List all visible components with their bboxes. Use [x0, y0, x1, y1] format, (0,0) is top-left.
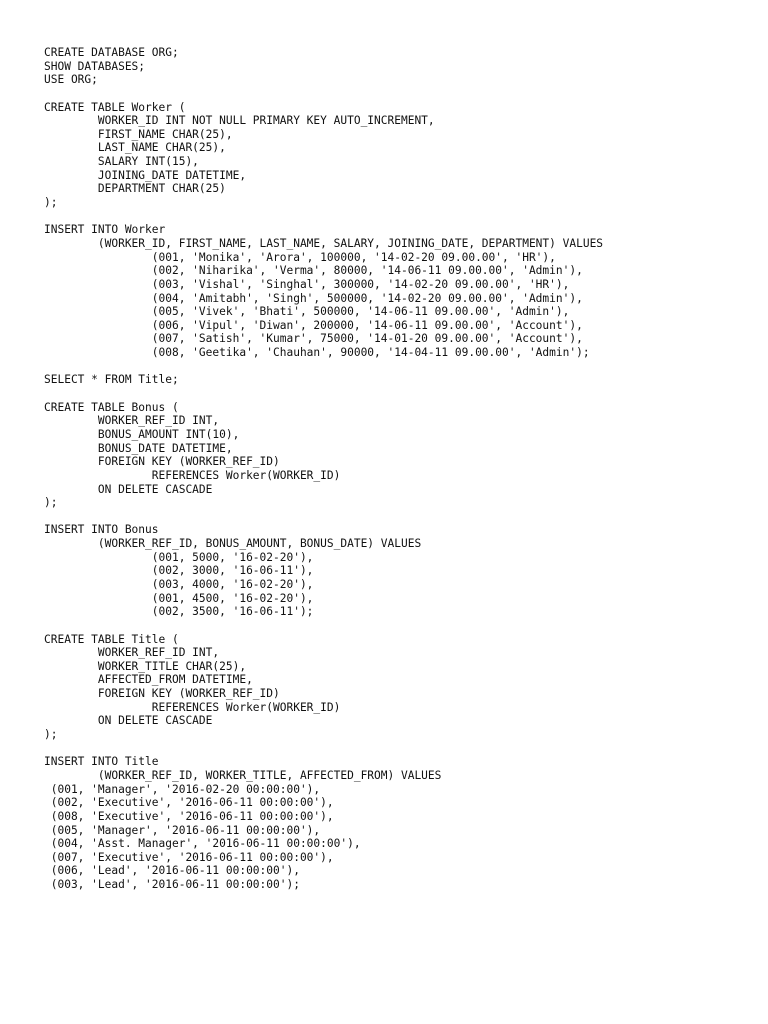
code-line: (005, 'Vivek', 'Bhati', 500000, '14-06-11 09.00.00', 'Admin'), — [44, 305, 570, 319]
code-line: (005, 'Manager', '2016-06-11 00:00:00'), — [44, 823, 321, 837]
code-line — [44, 619, 744, 633]
code-line: FOREIGN KEY (WORKER_REF_ID) — [44, 687, 280, 701]
code-line: WORKER_TITLE CHAR(25), — [44, 659, 247, 673]
code-line: INSERT INTO Worker — [44, 223, 166, 237]
code-line: JOINING_DATE DATETIME, — [44, 168, 247, 182]
code-line: (008, 'Executive', '2016-06-11 00:00:00'), — [44, 809, 334, 823]
sql-script-document — [44, 46, 744, 892]
code-line: CREATE TABLE Bonus ( — [44, 400, 179, 414]
code-line: (WORKER_REF_ID, WORKER_TITLE, AFFECTED_FROM) VALUES — [44, 768, 442, 782]
code-line: INSERT INTO Bonus — [44, 523, 159, 537]
code-line: (001, 5000, '16-02-20'), — [44, 550, 314, 564]
code-line: (006, 'Lead', '2016-06-11 00:00:00'), — [44, 864, 300, 878]
code-line — [44, 87, 744, 101]
code-line: SALARY INT(15), — [44, 155, 199, 169]
code-line: (001, 4500, '16-02-20'), — [44, 591, 314, 605]
code-line — [44, 210, 744, 224]
code-line: (002, 3500, '16-06-11'); — [44, 605, 314, 619]
code-line: (WORKER_ID, FIRST_NAME, LAST_NAME, SALARY, JOINING_DATE, DEPARTMENT) VALUES — [44, 236, 604, 250]
code-line: (006, 'Vipul', 'Diwan', 200000, '14-06-11 09.00.00', 'Account'), — [44, 318, 583, 332]
code-line: CREATE DATABASE ORG; — [44, 46, 179, 59]
code-line: ); — [44, 196, 58, 210]
code-line: WORKER_REF_ID INT, — [44, 414, 220, 428]
code-line: WORKER_REF_ID INT, — [44, 646, 220, 660]
code-line: BONUS_AMOUNT INT(10), — [44, 427, 240, 441]
code-line — [44, 742, 744, 756]
code-line: ON DELETE CASCADE — [44, 482, 213, 496]
code-line: SHOW DATABASES; — [44, 59, 146, 73]
code-line — [44, 387, 744, 401]
code-line: (WORKER_REF_ID, BONUS_AMOUNT, BONUS_DATE) VALUES — [44, 537, 422, 551]
code-line: (001, 'Manager', '2016-02-20 00:00:00'), — [44, 782, 321, 796]
code-line: (004, 'Asst. Manager', '2016-06-11 00:00:00'), — [44, 837, 361, 851]
code-line — [44, 360, 744, 374]
code-line: (003, 4000, '16-02-20'), — [44, 577, 314, 591]
code-line: SELECT * FROM Title; — [44, 373, 179, 387]
code-line — [44, 510, 744, 524]
code-line: (008, 'Geetika', 'Chauhan', 90000, '14-04-11 09.00.00', 'Admin'); — [44, 346, 590, 360]
code-line: ); — [44, 728, 58, 742]
code-line: INSERT INTO Title — [44, 755, 159, 769]
code-line: (003, 'Lead', '2016-06-11 00:00:00'); — [44, 878, 300, 892]
code-line: ON DELETE CASCADE — [44, 714, 213, 728]
code-line: WORKER_ID INT NOT NULL PRIMARY KEY AUTO_INCREMENT, — [44, 114, 435, 128]
code-line: (002, 3000, '16-06-11'), — [44, 564, 314, 578]
code-line: FIRST_NAME CHAR(25), — [44, 127, 233, 141]
code-line: USE ORG; — [44, 73, 98, 87]
code-line: (007, 'Executive', '2016-06-11 00:00:00'), — [44, 850, 334, 864]
code-line: ); — [44, 496, 58, 510]
code-line: BONUS_DATE DATETIME, — [44, 441, 233, 455]
code-line: (002, 'Niharika', 'Verma', 80000, '14-06-11 09.00.00', 'Admin'), — [44, 264, 583, 278]
code-line: (001, 'Monika', 'Arora', 100000, '14-02-20 09.00.00', 'HR'), — [44, 250, 556, 264]
code-line: CREATE TABLE Title ( — [44, 632, 179, 646]
code-line: FOREIGN KEY (WORKER_REF_ID) — [44, 455, 280, 469]
code-line: (004, 'Amitabh', 'Singh', 500000, '14-02-20 09.00.00', 'Admin'), — [44, 291, 583, 305]
code-line: CREATE TABLE Worker ( — [44, 100, 186, 114]
code-line: LAST_NAME CHAR(25), — [44, 141, 226, 155]
code-line: REFERENCES Worker(WORKER_ID) — [44, 468, 341, 482]
code-line: AFFECTED_FROM DATETIME, — [44, 673, 253, 687]
code-line: (002, 'Executive', '2016-06-11 00:00:00'), — [44, 796, 334, 810]
code-line: (003, 'Vishal', 'Singhal', 300000, '14-02-20 09.00.00', 'HR'), — [44, 277, 570, 291]
code-line: DEPARTMENT CHAR(25) — [44, 182, 226, 196]
code-line: REFERENCES Worker(WORKER_ID) — [44, 700, 341, 714]
code-line: (007, 'Satish', 'Kumar', 75000, '14-01-20 09.00.00', 'Account'), — [44, 332, 583, 346]
